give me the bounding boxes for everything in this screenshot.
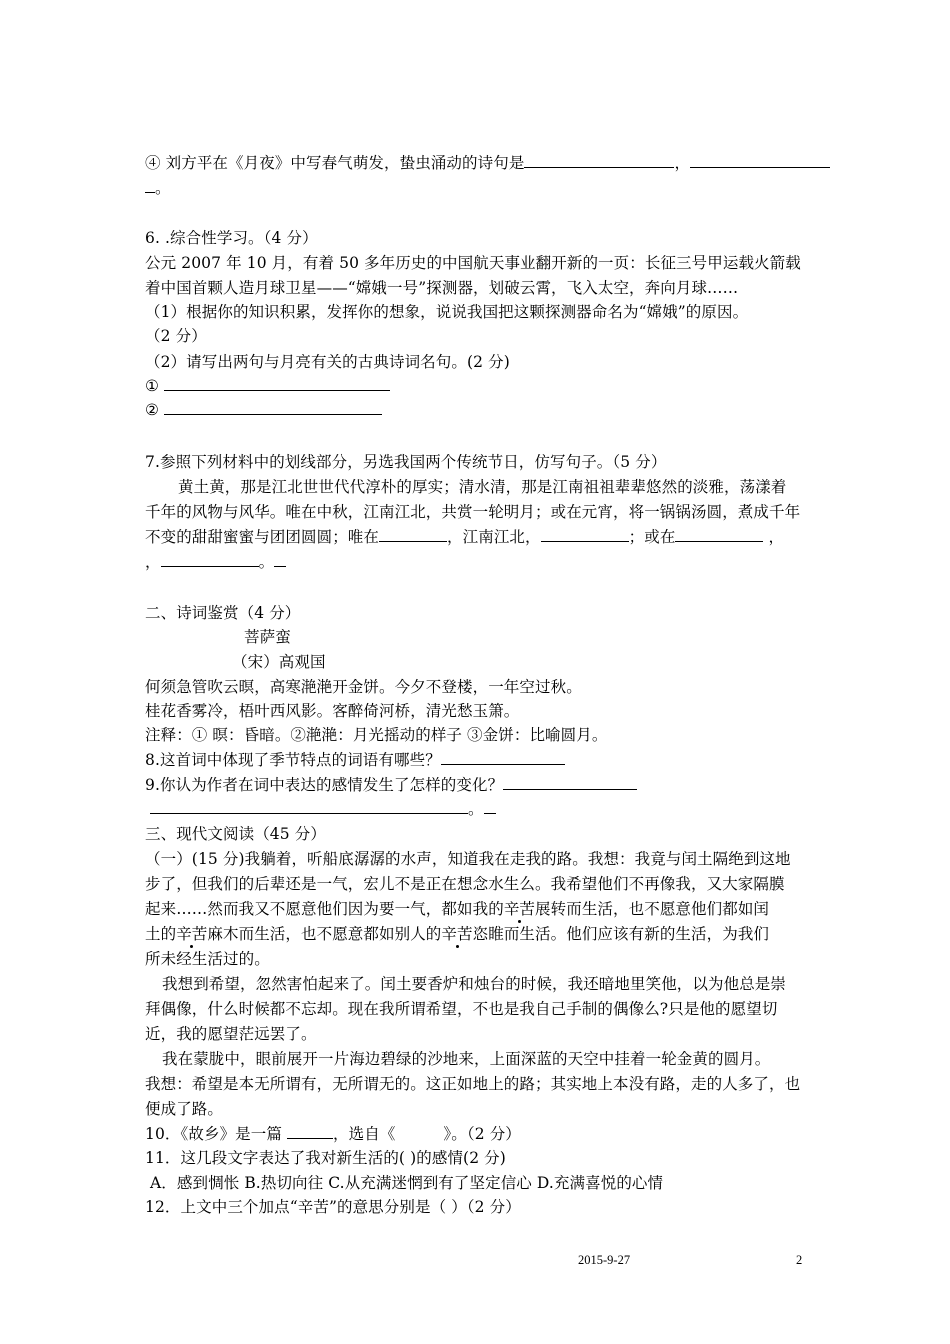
poem-line: 何须急管吹云暝，高寒滟滟开金饼。今夕不登楼，一年空过秋。 [145,678,582,696]
reading-para: 我想：希望是本无所谓有，无所谓无的。这正如地上的路；其实地上本没有路，走的人多了，也 [145,1075,801,1093]
q6-option1: ① [145,376,390,396]
poem-title: 菩萨蛮 [244,628,291,646]
q7-material: 黄土黄，那是江北世世代代淳朴的厚实；清水清，那是江南祖祖辈辈悠然的淡雅，荡漾着 [178,478,787,496]
answer-blank[interactable] [150,799,468,814]
answer-blank[interactable] [145,178,155,193]
q7-material: ， 。 [145,552,286,572]
q8: 8.这首词中体现了季节特点的词语有哪些？ [145,750,565,770]
reading-para: 拜偶像，什么时候都不忘却。现在我所谓希望，不也是我自己手制的偶像么?只是他的愿望切 [145,1000,778,1018]
reading-para: 我在蒙胧中，眼前展开一片海边碧绿的沙地来，上面深蓝的天空中挂着一轮金黄的圆月。 [162,1050,771,1068]
q5-item4: ④ 刘方平在《月夜》中写春气萌发，蛰虫涌动的诗句是 ， [145,153,830,173]
reading-para: 步了，但我们的后辈还是一气，宏儿不是正在想念水生么。我希望他们不再像我，又大家隔膜 [145,875,785,893]
q6-para: 公元 2007 年 10 月，有着 50 多年历史的中国航天事业翻开新的一页：长征三号甲运载火箭载 [145,254,801,272]
section-heading: 二、诗词鉴赏（4 分） [145,604,301,622]
answer-blank[interactable] [524,153,674,168]
q6-sub2: （2）请写出两句与月亮有关的古典诗词名句。(2 分) [145,353,510,371]
reading-para: 起来……然而我又不愿意他们因为要一气，都如我的辛苦展转而生活，也不愿意他们都如闰 [145,900,770,918]
q6-para: 着中国首颗人造月球卫星——“嫦娥一号”探测器，划破云霄，飞入太空，奔向月球…… [145,279,739,297]
poem-note: 注释：① 暝：昏暗。②滟滟：月光摇动的样子 ③金饼：比喻圆月。 [145,726,608,744]
answer-blank[interactable] [161,552,259,567]
q11-options: A．感到惆怅 B.热切向往 C.从充满迷惘到有了坚定信心 D.充满喜悦的心情 [150,1174,664,1192]
q11: 11．这几段文字表达了我对新生活的( )的感情(2 分) [145,1149,506,1167]
q6-option2: ② [145,400,382,420]
section-heading: 三、现代文阅读（45 分） [145,825,326,843]
page-number: 2 [796,1253,803,1267]
dotted-word: 辛苦 [441,925,473,943]
dotted-word: 辛苦 [503,900,536,918]
q7-material: 千年的风物与风华。唯在中秋，江南江北，共赏一轮明月；或在元宵，将一锅锅汤圆，煮成千年 [145,503,801,521]
q6-sub1: （1）根据你的知识积累，发挥你的想象，说说我国把这颗探测器命名为“嫦娥”的原因。 [145,303,749,321]
reading-para: 土的辛苦麻木而生活，也不愿意都如别人的辛苦恣睢而生活。他们应该有新的生活，为我们 [145,925,770,943]
dotted-word: 辛苦 [176,925,208,943]
q7-material: 不变的甜甜蜜蜜与团团圆圆；唯在 ，江南江北， ；或在 ， [145,528,785,546]
q6-sub1-points: （2 分） [145,327,207,345]
q9: 9.你认为作者在词中表达的感情发生了怎样的变化？ [145,775,637,795]
q5-item4-cont: 。 [145,178,171,198]
answer-blank[interactable] [164,376,390,391]
answer-blank[interactable] [675,527,763,542]
poem-line: 桂花香雾冷，梧叶西风影。客醉倚河桥，清光愁玉箫。 [145,702,520,720]
q6-title: 6. .综合性学习。（4 分） [145,229,318,247]
answer-blank[interactable] [484,799,496,814]
footer-date: 2015-9-27 [578,1253,631,1267]
answer-blank[interactable] [379,527,447,542]
q12: 12．上文中三个加点“辛苦”的意思分别是（ ）（2 分） [145,1198,521,1216]
answer-blank[interactable] [164,400,382,415]
reading-para: 我想到希望，忽然害怕起来了。闰土要香炉和烛台的时候，我还暗地里笑他，以为他总是崇 [162,975,787,993]
answer-blank[interactable] [690,153,830,168]
answer-blank[interactable] [287,1124,333,1139]
reading-para: 便成了路。 [145,1100,224,1118]
answer-blank[interactable] [503,775,637,790]
reading-para: （一）(15 分)我躺着，听船底潺潺的水声，知道我在走我的路。我想：我竟与闰土隔绝到这地 [145,850,791,868]
answer-blank[interactable] [541,527,629,542]
answer-blank[interactable] [441,750,565,765]
answer-blank[interactable] [274,552,286,567]
q10: 10．《故乡》是一篇 ，选自《 》。（2 分） [145,1125,521,1143]
q9-cont: 。 [150,799,496,819]
q7-title: 7.参照下列材料中的划线部分，另选我国两个传统节日，仿写句子。（5 分） [145,453,667,471]
reading-para: 近，我的愿望茫远罢了。 [145,1025,317,1043]
reading-para: 所未经生活过的。 [145,950,270,968]
poem-author: （宋）高观国 [232,653,326,671]
